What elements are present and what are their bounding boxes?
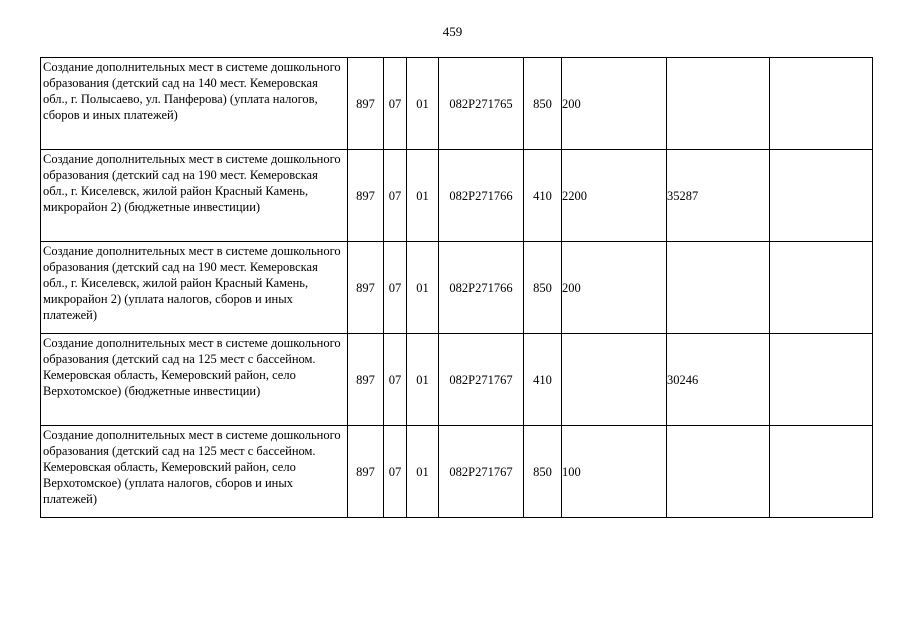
expense-type-cell: 850	[524, 242, 562, 334]
section-code-cell: 07	[384, 426, 407, 518]
page-number: 459	[442, 24, 463, 39]
amount-1-cell: 2200	[562, 150, 667, 242]
amount-2-cell: 30246	[667, 334, 770, 426]
amount-2-cell	[667, 242, 770, 334]
row-name-cell: Создание дополнительных мест в системе дошкольного образования (детский сад на 125 мест с бассейном. Кемеровская область, Кемеровский район, село Верхотомское) (уплата налогов, сборов и иных платежей)	[41, 426, 348, 518]
ministry-code-cell: 897	[348, 426, 384, 518]
expense-type-cell: 850	[524, 58, 562, 150]
amount-3-cell	[770, 334, 873, 426]
budget-table	[40, 57, 873, 518]
ministry-code-cell: 897	[348, 150, 384, 242]
target-article-cell: 082P271767	[439, 426, 524, 518]
section-code-cell: 07	[384, 58, 407, 150]
table-row	[41, 150, 873, 242]
row-name-cell: Создание дополнительных мест в системе дошкольного образования (детский сад на 125 мест с бассейном. Кемеровская область, Кемеровский район, село Верхотомское) (бюджетные инвестиции)	[41, 334, 348, 426]
row-name-cell: Создание дополнительных мест в системе дошкольного образования (детский сад на 190 мест. Кемеровская обл., г. Киселевск, жилой район Красный Камень, микрорайон 2) (уплата налогов, сборов и иных платежей)	[41, 242, 348, 334]
amount-1-cell: 200	[562, 242, 667, 334]
table-body	[41, 58, 873, 518]
target-article-cell: 082P271766	[439, 150, 524, 242]
table-row	[41, 426, 873, 518]
row-name-cell: Создание дополнительных мест в системе дошкольного образования (детский сад на 140 мест. Кемеровская обл., г. Полысаево, ул. Панферова) (уплата налогов, сборов и иных платежей)	[41, 58, 348, 150]
expense-type-cell: 410	[524, 334, 562, 426]
ministry-code-cell: 897	[348, 58, 384, 150]
section-code-cell: 07	[384, 242, 407, 334]
section-code-cell: 07	[384, 150, 407, 242]
subsection-code-cell: 01	[407, 150, 439, 242]
amount-2-cell: 35287	[667, 150, 770, 242]
amount-3-cell	[770, 58, 873, 150]
section-code-cell: 07	[384, 334, 407, 426]
amount-1-cell: 200	[562, 58, 667, 150]
amount-3-cell	[770, 150, 873, 242]
ministry-code-cell: 897	[348, 334, 384, 426]
ministry-code-cell: 897	[348, 242, 384, 334]
expense-type-cell: 410	[524, 150, 562, 242]
amount-2-cell	[667, 58, 770, 150]
subsection-code-cell: 01	[407, 334, 439, 426]
amount-1-cell	[562, 334, 667, 426]
target-article-cell: 082P271767	[439, 334, 524, 426]
table-row	[41, 334, 873, 426]
amount-3-cell	[770, 426, 873, 518]
subsection-code-cell: 01	[407, 426, 439, 518]
amount-2-cell	[667, 426, 770, 518]
target-article-cell: 082P271766	[439, 242, 524, 334]
subsection-code-cell: 01	[407, 242, 439, 334]
amount-3-cell	[770, 242, 873, 334]
table-row	[41, 242, 873, 334]
table-row	[41, 58, 873, 150]
row-name-cell: Создание дополнительных мест в системе дошкольного образования (детский сад на 190 мест. Кемеровская обл., г. Киселевск, жилой район Красный Камень, микрорайон 2) (бюджетные инвестиции)	[41, 150, 348, 242]
subsection-code-cell: 01	[407, 58, 439, 150]
expense-type-cell: 850	[524, 426, 562, 518]
amount-1-cell: 100	[562, 426, 667, 518]
target-article-cell: 082P271765	[439, 58, 524, 150]
